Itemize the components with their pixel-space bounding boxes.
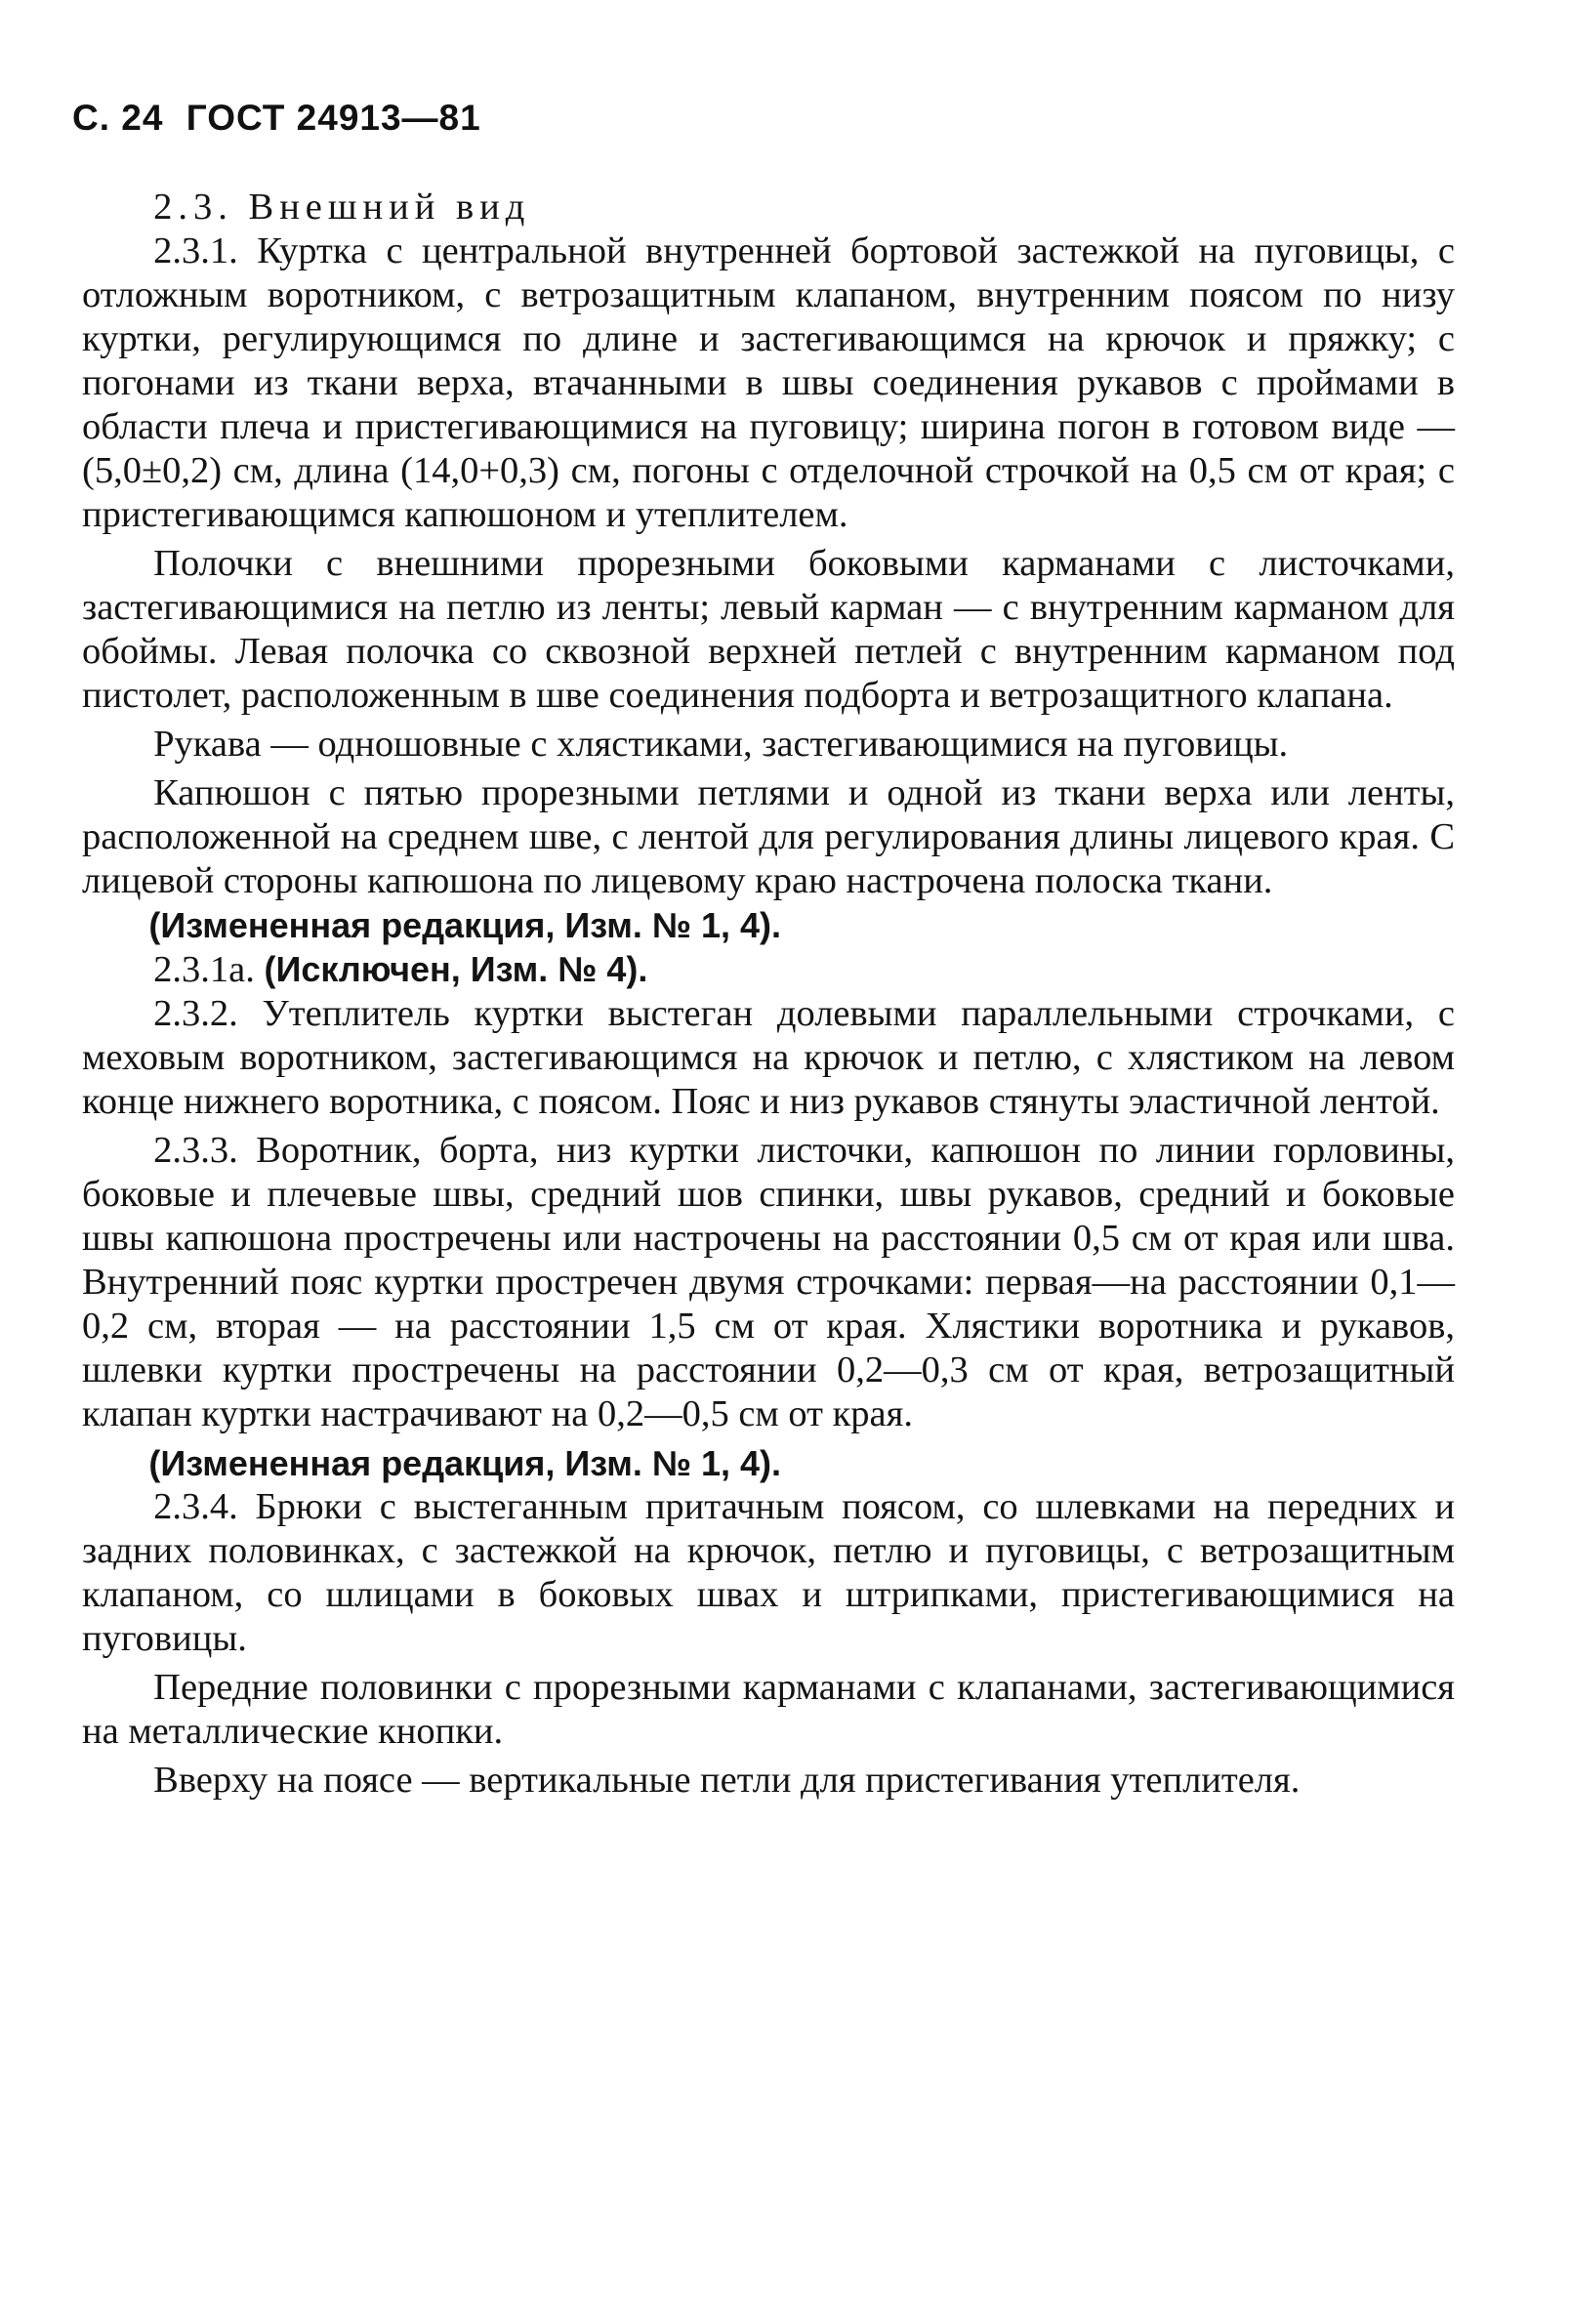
paragraph-front-halves: Передние половинки с прорезными карманами с клапанами, застегивающимися на металлические кнопки. xyxy=(82,1667,1455,1752)
section-title: 2.3. Внешний вид xyxy=(153,187,531,228)
excluded-clause xyxy=(82,947,1455,992)
paragraph-2-3-2: 2.3.2. Утеплитель куртки выстеган долевыми параллельными строчками, с меховым воротником, застегивающимся на крючок и петлю, с хлястиком на левом конце нижнего воротника, с поясом. Пояс и низ рукавов стянуты эластичной лентой. xyxy=(82,993,1455,1122)
standard-designation: ГОСТ 24913—81 xyxy=(186,98,481,138)
paragraph-sleeves: Рукава — одношовные с хлястиками, застегивающимися на пуговицы. xyxy=(153,724,1289,765)
paragraph-waist-loops: Вверху на поясе — вертикальные петли для пристегивания утеплителя. xyxy=(153,1760,1301,1801)
excluded-clause-text: (Исключен, Изм. № 4). xyxy=(264,949,648,989)
revision-note: (Измененная редакция, Изм. № 1, 4). xyxy=(148,905,782,945)
revision-note: (Измененная редакция, Изм. № 1, 4). xyxy=(148,1443,782,1483)
excluded-clause-number: 2.3.1а. xyxy=(153,949,255,990)
paragraph-2-3-3: 2.3.3. Воротник, борта, низ куртки листочки, капюшон по линии горловины, боковые и плечевые швы, средний шов спинки, швы рукавов, средний и боковые швы капюшона простречены или настрочены на расстоянии 0,5 см от края или шва. Внутренний пояс куртки простречен двумя строчками: первая—на расстоянии 0,1—0,2 см, вторая — на расстоянии 1,5 см от края. Хлястики воротника и рукавов, шлевки куртки простречены на расстоянии 0,2—0,3 см от края, ветрозащитный клапан куртки настрачивают на 0,2—0,5 см от края. xyxy=(82,1130,1455,1434)
paragraph-hood: Капюшон с пятью прорезными петлями и одной из ткани верха или ленты, расположенной на среднем шве, с лентой для регулирования длины лицевого края. С лицевой стороны капюшона по лицевому краю настрочена полоска ткани. xyxy=(82,772,1455,901)
page-number: С. 24 xyxy=(72,98,164,138)
paragraph-front-panels: Полочки с внешними прорезными боковыми карманами с листочками, застегивающимися на петлю из ленты; левый карман — с внутренним карманом для обоймы. Левая полочка со сквозной верхней петлей с внутренним карманом под пистолет, расположенным в шве соединения подборта и ветрозащитного клапана. xyxy=(82,543,1455,716)
document-body xyxy=(82,186,1455,1803)
paragraph-2-3-4: 2.3.4. Брюки с выстеганным притачным поясом, со шлевками на передних и задних половинках, с застежкой на крючок, петлю и пуговицы, с ветрозащитным клапаном, со шлицами в боковых швах и штрипками, пристегивающимися на пуговицы. xyxy=(82,1486,1455,1659)
page-header xyxy=(72,98,481,139)
paragraph-2-3-1: 2.3.1. Куртка с центральной внутренней бортовой застежкой на пуговицы, с отложным воротником, с ветрозащитным клапаном, внутренним поясом по низу куртки, регулирующимся по длине и застегивающимся на крючок и пряжку; с погонами из ткани верха, втачанными в швы соединения рукавов с проймами в области плеча и пристегивающимися на пуговицу; ширина погон в готовом виде — (5,0±0,2) см, длина (14,0+0,3) см, погоны с отделочной строчкой на 0,5 см от края; с пристегивающимся капюшоном и утеплителем. xyxy=(82,230,1455,535)
